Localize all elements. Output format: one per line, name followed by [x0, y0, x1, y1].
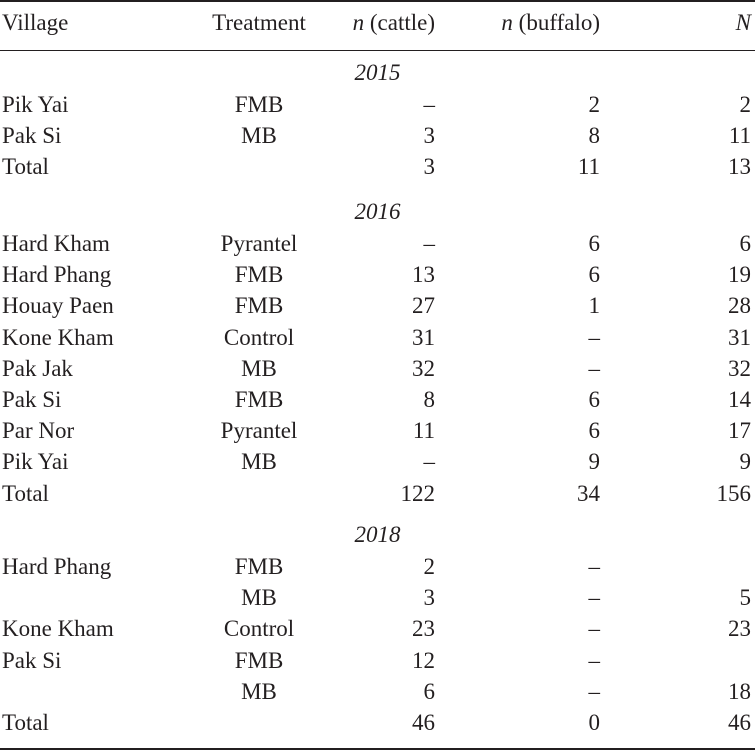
header-cattle-label: (cattle): [364, 10, 435, 35]
treatment-cell: FMB: [234, 647, 284, 673]
buffalo-count-cell: –: [588, 585, 600, 611]
village-cell: Kone Kham: [2, 616, 114, 642]
cattle-count-cell: –: [423, 92, 435, 117]
village-cell: Pik Yai: [2, 92, 69, 117]
village-cell: Hard Phang: [2, 262, 112, 288]
total-count-cell: 46: [728, 710, 751, 735]
year-heading: 2015: [354, 60, 401, 85]
total-count-cell: 32: [728, 355, 751, 381]
cattle-count-cell: 2: [423, 554, 435, 579]
table-row: [0, 582, 755, 613]
cattle-count-cell: 3: [423, 585, 435, 611]
buffalo-count-cell: 1: [588, 293, 600, 319]
year-heading: 2018: [354, 522, 401, 547]
village-cell: Total: [2, 480, 49, 506]
cattle-count-cell: 11: [412, 418, 435, 444]
header-cattle: [353, 7, 435, 38]
cattle-count-cell: 46: [412, 710, 435, 735]
table-row: [0, 353, 755, 384]
treatment-cell: FMB: [234, 262, 284, 288]
header-buffalo: [501, 7, 600, 38]
buffalo-count-cell: 2: [588, 92, 600, 117]
cattle-count-cell: 122: [400, 480, 435, 506]
village-cell: Houay Paen: [2, 293, 114, 319]
table-row: [0, 322, 755, 353]
buffalo-count-cell: 11: [577, 154, 600, 180]
header-row: [0, 7, 755, 38]
table-row: [0, 290, 755, 321]
table-row: [0, 89, 755, 120]
treatment-cell: Control: [223, 324, 295, 350]
treatment-cell: Control: [223, 616, 295, 642]
treatment-cell: MB: [241, 585, 277, 611]
total-row: [0, 707, 755, 738]
header-buffalo-n: n: [501, 10, 513, 35]
treatment-cell: MB: [241, 449, 277, 475]
header-cattle-n: n: [352, 10, 365, 35]
buffalo-count-cell: –: [588, 554, 600, 579]
total-count-cell: 13: [728, 154, 751, 180]
buffalo-count-cell: –: [588, 355, 600, 381]
buffalo-count-cell: 9: [588, 449, 600, 475]
table-row: [0, 259, 755, 290]
buffalo-count-cell: 6: [588, 418, 600, 444]
village-cell: Total: [2, 710, 49, 735]
top-rule: [0, 0, 755, 2]
treatment-cell: MB: [241, 355, 277, 381]
village-cell: Pak Si: [2, 647, 62, 673]
buffalo-count-cell: 6: [588, 231, 600, 256]
total-count-cell: 23: [728, 616, 751, 642]
cattle-count-cell: 6: [423, 678, 435, 704]
total-count-cell: 19: [728, 262, 751, 288]
cattle-count-cell: –: [423, 231, 435, 256]
cattle-count-cell: 31: [412, 324, 435, 350]
treatment-cell: MB: [241, 678, 277, 704]
treatment-cell: FMB: [234, 387, 284, 412]
village-cell: Hard Kham: [2, 231, 110, 256]
total-count-cell: 2: [739, 92, 751, 117]
total-count-cell: 11: [728, 123, 751, 149]
bottom-rule: [0, 748, 755, 750]
header-buffalo-label: (buffalo): [512, 10, 600, 35]
total-row: [0, 151, 755, 182]
village-cell: Hard Phang: [2, 554, 112, 579]
buffalo-count-cell: –: [588, 324, 600, 350]
village-cell: Total: [2, 154, 49, 180]
table-row: [0, 384, 755, 415]
table-row: [0, 613, 755, 644]
total-count-cell: 28: [728, 293, 751, 319]
total-count-cell: 6: [739, 231, 751, 256]
table-row: [0, 228, 755, 259]
total-count-cell: 14: [728, 387, 751, 412]
cattle-count-cell: 13: [412, 262, 435, 288]
total-count-cell: 9: [739, 449, 751, 475]
cattle-count-cell: 8: [423, 387, 435, 412]
treatment-cell: MB: [241, 123, 277, 149]
buffalo-count-cell: –: [588, 647, 600, 673]
cattle-count-cell: 32: [412, 355, 435, 381]
village-cell: Pak Si: [2, 387, 62, 412]
year-heading: 2016: [354, 199, 401, 224]
table-row: [0, 446, 755, 477]
table-row: [0, 120, 755, 151]
treatment-cell: Pyrantel: [220, 418, 298, 444]
header-village: Village: [2, 10, 69, 35]
treatment-cell: FMB: [234, 554, 284, 579]
treatment-cell: FMB: [234, 92, 284, 117]
total-count-cell: 31: [728, 324, 751, 350]
buffalo-count-cell: 34: [577, 480, 600, 506]
total-count-cell: 5: [739, 585, 751, 611]
village-cell: Pak Si: [2, 123, 62, 149]
header-treatment: Treatment: [212, 10, 306, 35]
village-cell: Kone Kham: [2, 324, 114, 350]
village-cell: Pak Jak: [2, 355, 73, 381]
treatment-cell: Pyrantel: [220, 231, 298, 256]
header-total-n: N: [735, 10, 751, 35]
total-row: [0, 478, 755, 509]
cattle-count-cell: –: [423, 449, 435, 475]
total-count-cell: 17: [728, 418, 751, 444]
cattle-count-cell: 23: [412, 616, 435, 642]
buffalo-count-cell: –: [588, 616, 600, 642]
cattle-count-cell: 3: [423, 123, 435, 149]
table-row: [0, 415, 755, 446]
cattle-count-cell: 27: [412, 293, 435, 319]
cattle-count-cell: 3: [423, 154, 435, 180]
buffalo-count-cell: –: [588, 678, 600, 704]
buffalo-count-cell: 8: [588, 123, 600, 149]
table-row: [0, 551, 755, 582]
total-count-cell: 18: [728, 678, 751, 704]
header-rule: [0, 50, 755, 51]
treatment-cell: FMB: [234, 293, 284, 319]
cattle-count-cell: 12: [412, 647, 435, 673]
table-row: [0, 676, 755, 707]
buffalo-count-cell: 6: [588, 387, 600, 412]
buffalo-count-cell: 6: [588, 262, 600, 288]
village-cell: Pik Yai: [2, 449, 69, 475]
village-cell: Par Nor: [2, 418, 75, 444]
buffalo-count-cell: 0: [588, 710, 600, 735]
total-count-cell: 156: [716, 480, 751, 506]
table-row: [0, 645, 755, 676]
